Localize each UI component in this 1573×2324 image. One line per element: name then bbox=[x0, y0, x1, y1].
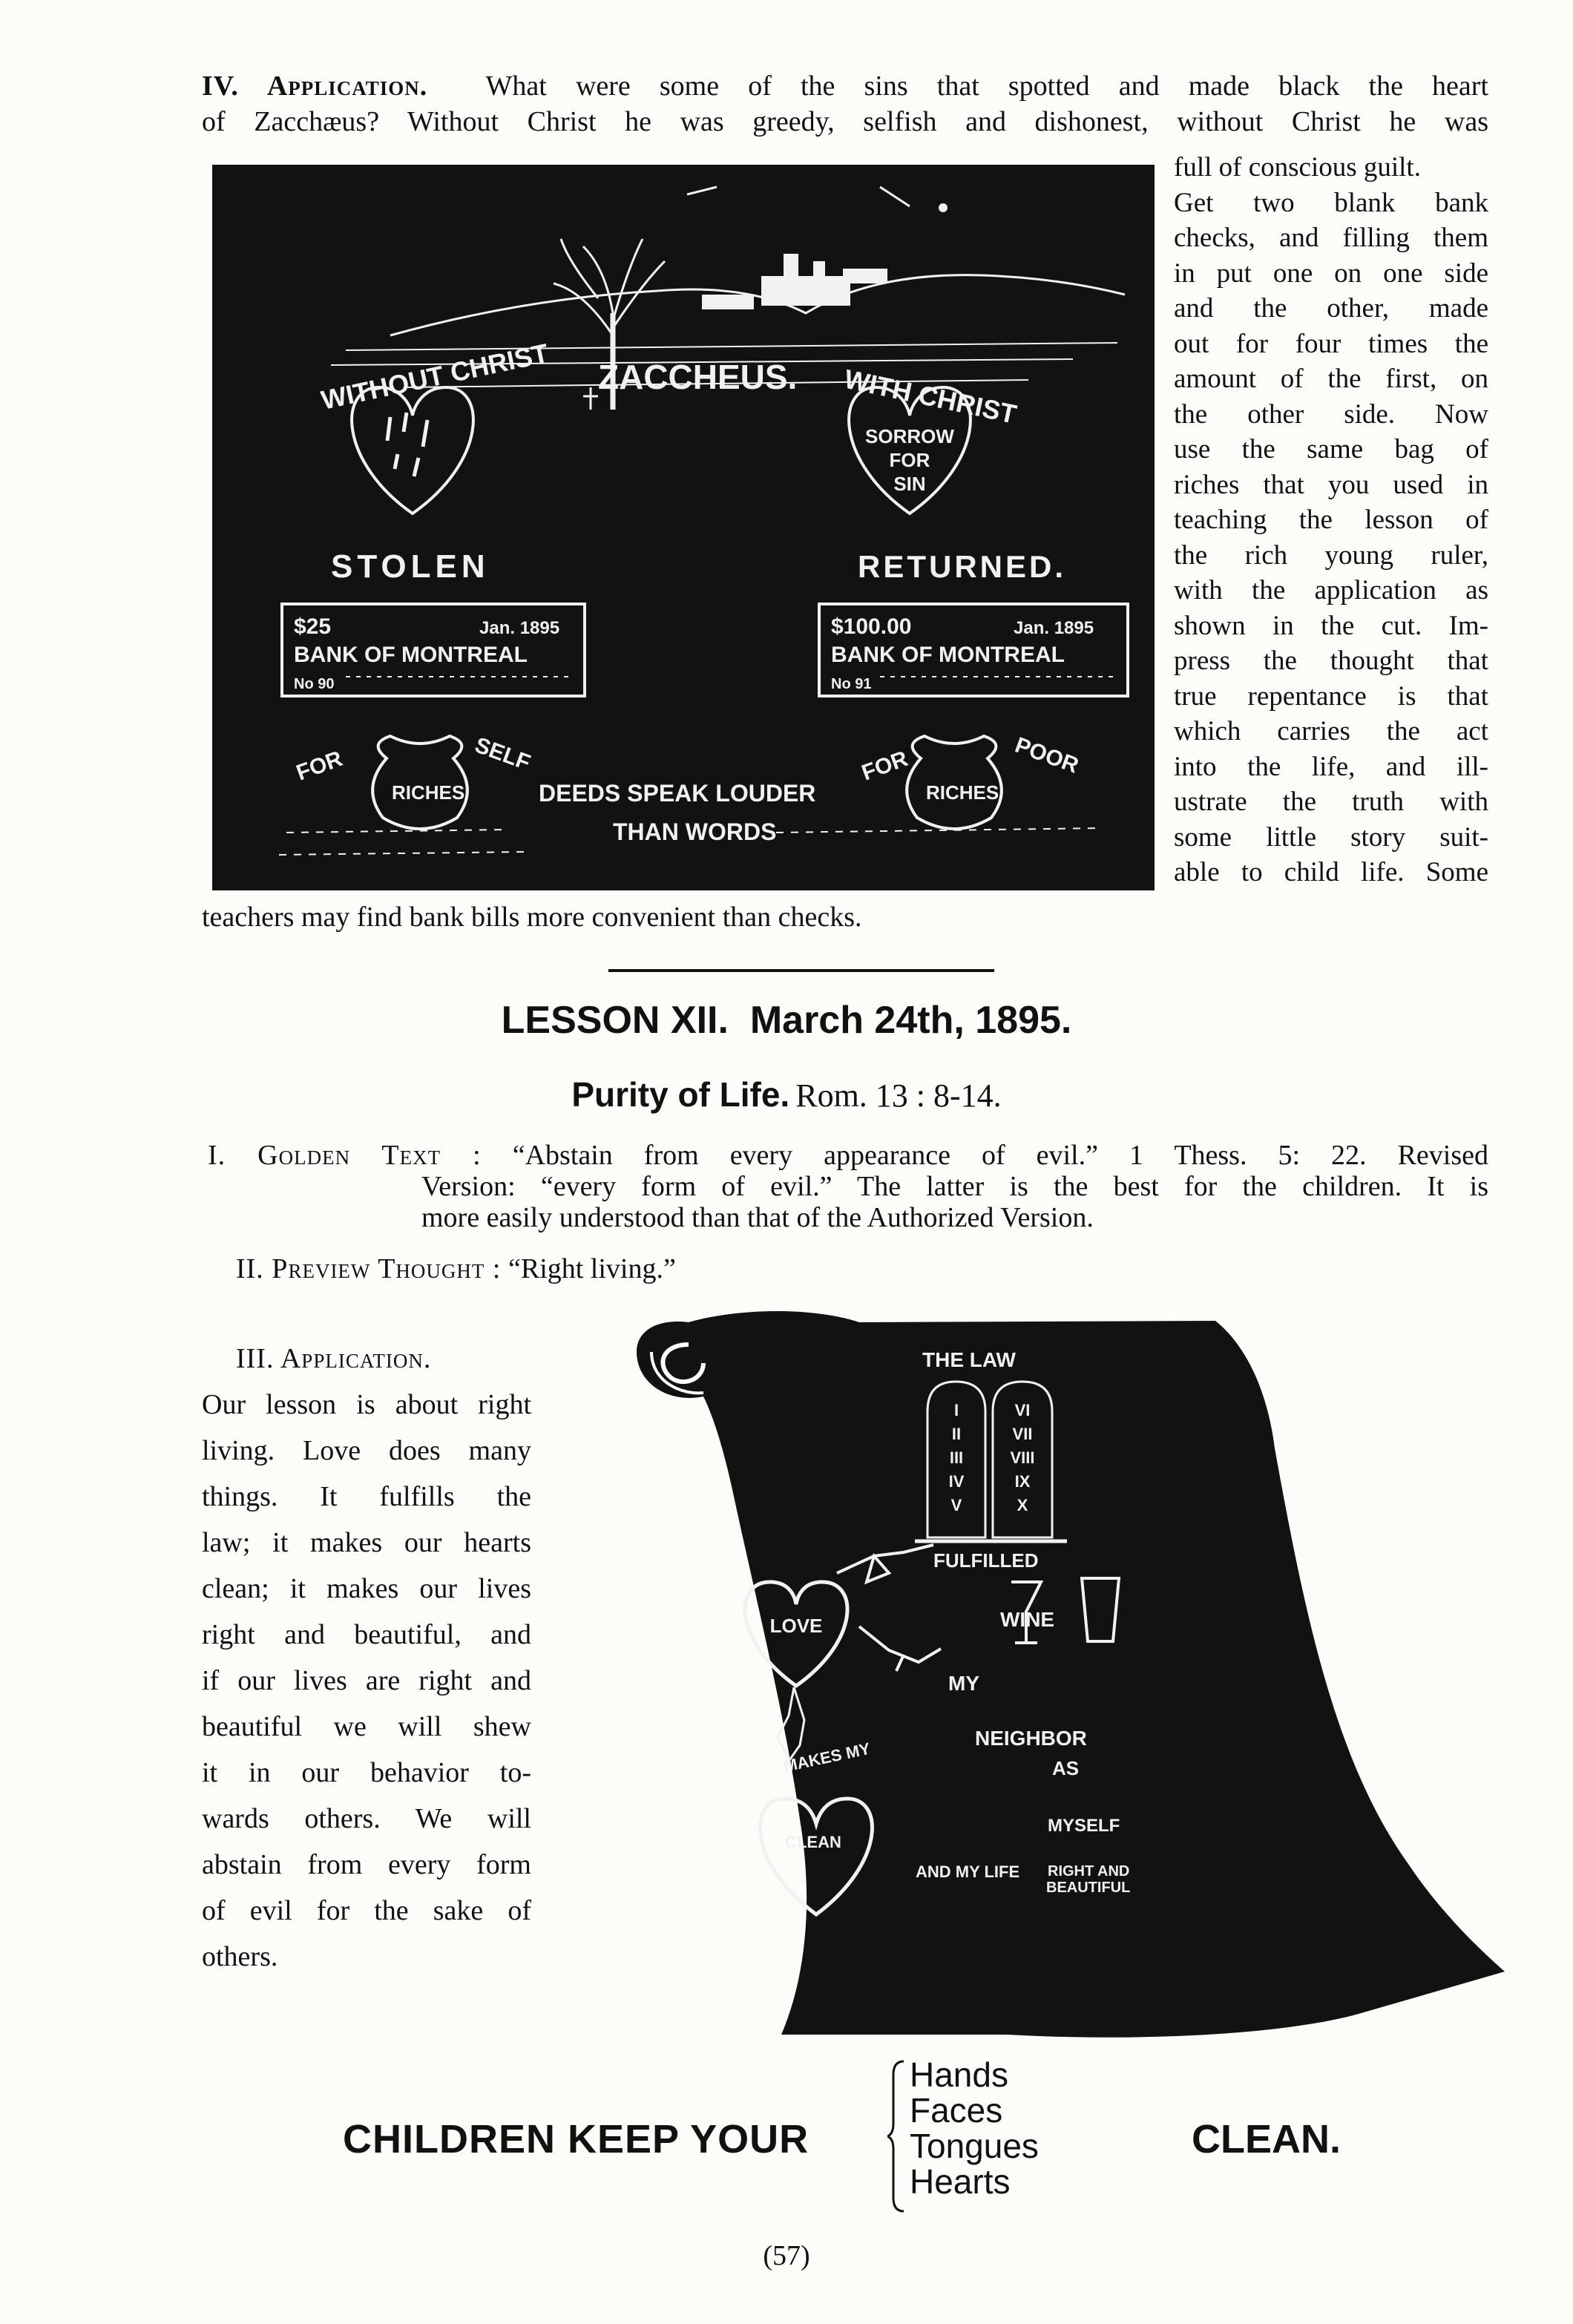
golden-text-block bbox=[208, 1140, 1488, 1233]
rc-line-11: teaching the lesson of bbox=[1174, 505, 1488, 535]
scroll-woodcut-art bbox=[622, 1300, 1521, 2049]
sin-text: SIN bbox=[893, 473, 926, 495]
sorrow-text: SORROW bbox=[865, 425, 954, 447]
golden-text-line-2: Version: “every form of evil.” The latter is the best for the children. It is bbox=[421, 1171, 1488, 1202]
lesson12-application-heading: III. Application. bbox=[236, 1343, 432, 1374]
tablet-numeral-9: IX bbox=[1014, 1472, 1031, 1491]
rc-line-16: true repentance is that bbox=[1174, 680, 1488, 712]
app-line-9: it in our behavior to- bbox=[202, 1757, 531, 1788]
as-label: AS bbox=[1052, 1757, 1080, 1779]
lesson12-date: March 24th, 1895. bbox=[749, 999, 1072, 1042]
tablet-numeral-8: VIII bbox=[1010, 1448, 1035, 1467]
preview-text: “Right living.” bbox=[508, 1253, 676, 1284]
left-bag-for: FOR bbox=[293, 746, 346, 786]
page-number: (57) bbox=[763, 2240, 810, 2271]
tablet-numeral-3: III bbox=[949, 1448, 964, 1467]
left-check-number: No 90 bbox=[294, 676, 335, 692]
neighbor-label: NEIGHBOR bbox=[975, 1727, 1087, 1750]
lesson12-subtitle-line bbox=[0, 1074, 1573, 1115]
right-check-number: No 91 bbox=[831, 676, 872, 692]
rc-line-19: ustrate the truth with bbox=[1174, 787, 1488, 817]
lesson12-reference: Rom. 13 : 8-14. bbox=[795, 1077, 1002, 1114]
footer-item-faces: Faces bbox=[910, 2091, 1003, 2130]
footer-lead: CHILDREN KEEP YOUR bbox=[343, 2117, 810, 2161]
tablet-numeral-4: IV bbox=[948, 1472, 965, 1491]
and-my-life-label: AND MY LIFE bbox=[916, 1862, 1020, 1881]
app-line-4: law; it makes our hearts bbox=[202, 1527, 531, 1558]
footer-item-hands: Hands bbox=[910, 2055, 1008, 2094]
tablet-numeral-5: V bbox=[950, 1496, 962, 1514]
love-label: LOVE bbox=[769, 1615, 823, 1637]
zaccheus-woodcut-art bbox=[212, 165, 1155, 890]
right-bag-label: RICHES bbox=[926, 781, 999, 804]
lesson11-final-line: teachers may find bank bills more convenient than checks. bbox=[202, 902, 862, 933]
left-check-amount: $25 bbox=[294, 614, 332, 639]
footer-items bbox=[910, 2057, 1039, 2199]
lesson11-right-column bbox=[1174, 150, 1488, 890]
app-line-1: Our lesson is about right bbox=[202, 1389, 531, 1420]
app-line-10: wards others. We will bbox=[202, 1803, 531, 1834]
left-heart bbox=[352, 387, 473, 513]
without-christ-arc: WITHOUT CHRIST bbox=[318, 337, 551, 416]
motto-line-1: DEEDS SPEAK LOUDER bbox=[539, 780, 816, 807]
app-line-12: of evil for the sake of bbox=[202, 1895, 531, 1926]
makes-my-label: MAKES MY bbox=[781, 1739, 873, 1776]
right-check-amount: $100.00 bbox=[831, 614, 912, 639]
rc-line-9: use the same bag of bbox=[1174, 434, 1488, 465]
app-line-6: right and beautiful, and bbox=[202, 1619, 531, 1650]
rc-line-13: with the application as bbox=[1174, 575, 1488, 605]
rc-line-4: in put one on one side bbox=[1174, 257, 1488, 289]
my-label: MY bbox=[948, 1672, 979, 1695]
rc-line-8: the other side. Now bbox=[1174, 398, 1488, 430]
myself-label: MYSELF bbox=[1048, 1816, 1120, 1836]
tablet-numeral-1: I bbox=[953, 1401, 959, 1419]
right-bag-who: POOR bbox=[1011, 732, 1082, 778]
rc-line-7: amount of the first, on bbox=[1174, 364, 1488, 394]
the-law-label: THE LAW bbox=[922, 1348, 1016, 1371]
rc-line-3: checks, and filling them bbox=[1174, 223, 1488, 253]
app-line-11: abstain from every form bbox=[202, 1849, 531, 1880]
footer-item-tongues: Tongues bbox=[910, 2127, 1039, 2165]
golden-text-line-1: “Abstain from every appearance of evil.” 1 Thess. 5: 22. Revised bbox=[512, 1140, 1488, 1171]
tablet-numeral-7: VII bbox=[1012, 1425, 1033, 1443]
rc-line-14: shown in the cut. Im- bbox=[1174, 610, 1488, 641]
left-heart-stains bbox=[387, 413, 427, 476]
rc-line-21: able to child life. Some bbox=[1174, 857, 1488, 887]
rc-line-6: out for four times the bbox=[1174, 328, 1488, 359]
with-christ-arc: WITH CHRIST bbox=[841, 363, 1019, 430]
left-bag-label: RICHES bbox=[392, 781, 465, 804]
scroll-woodcut bbox=[622, 1300, 1521, 2049]
footer-item-hearts: Hearts bbox=[910, 2162, 1011, 2201]
left-bag-who: SELF bbox=[471, 732, 533, 775]
golden-text-line-3: more easily understood than that of the Authorized Version. bbox=[421, 1202, 1094, 1233]
app-line-2: living. Love does many bbox=[202, 1435, 531, 1466]
rc-line-15: press the thought that bbox=[1174, 646, 1488, 676]
section-divider bbox=[608, 969, 994, 972]
tablet-numeral-2: II bbox=[951, 1425, 962, 1443]
returned-label: RETURNED. bbox=[858, 549, 1067, 584]
right-bag-for: FOR bbox=[858, 746, 911, 786]
left-check-bank: BANK OF MONTREAL bbox=[294, 643, 528, 667]
app-line-8: beautiful we will shew bbox=[202, 1711, 531, 1742]
beautiful-label: BEAUTIFUL bbox=[1046, 1880, 1131, 1896]
left-check-date: Jan. 1895 bbox=[479, 618, 560, 638]
scroll-shape bbox=[637, 1311, 1505, 2038]
for-text: FOR bbox=[889, 449, 930, 471]
preview-thought bbox=[236, 1251, 1126, 1287]
stolen-label: STOLEN bbox=[331, 548, 490, 585]
lesson12-title: LESSON XII. bbox=[501, 999, 729, 1042]
right-check-date: Jan. 1895 bbox=[1014, 618, 1094, 638]
right-check-bank: BANK OF MONTREAL bbox=[831, 643, 1065, 667]
clean-label: CLEAN bbox=[785, 1833, 841, 1851]
rc-line-5: and the other, made bbox=[1174, 293, 1488, 324]
golden-text-label: I. Golden Text : bbox=[208, 1140, 482, 1171]
app-line-13: others. bbox=[202, 1941, 278, 1972]
rc-line-12: the rich young ruler, bbox=[1174, 539, 1488, 571]
lesson12-subtitle: Purity of Life. bbox=[571, 1075, 790, 1114]
lesson12-application bbox=[202, 1336, 531, 1980]
rc-line-18: into the life, and ill- bbox=[1174, 751, 1488, 782]
tablet-numeral-10: X bbox=[1017, 1496, 1028, 1514]
rc-line-20: some little story suit- bbox=[1174, 821, 1488, 853]
footer-brace bbox=[887, 2060, 905, 2213]
fulfilled-label: FULFILLED bbox=[933, 1549, 1039, 1572]
tablet-numeral-6: VI bbox=[1014, 1401, 1031, 1419]
rc-line-1: full of conscious guilt. bbox=[1174, 152, 1421, 183]
rc-line-10: riches that you used in bbox=[1174, 469, 1488, 500]
zaccheus-woodcut bbox=[212, 165, 1155, 890]
lesson12-title-line bbox=[0, 998, 1573, 1043]
intro-line-1: What were some of the sins that spotted and made black the heart bbox=[485, 70, 1489, 102]
lesson11-application-intro bbox=[202, 68, 1488, 139]
app-line-5: clean; it makes our lives bbox=[202, 1573, 531, 1604]
right-and-label: RIGHT AND bbox=[1048, 1863, 1130, 1880]
footer-tail: CLEAN. bbox=[1192, 2117, 1341, 2161]
intro-line-2: of Zacchæus? Without Christ he was greedy, selfish and dishonest, without Christ he was bbox=[202, 106, 1488, 137]
wine-label: WINE bbox=[1000, 1608, 1055, 1631]
rc-line-2: Get two blank bank bbox=[1174, 187, 1488, 218]
app-line-7: if our lives are right and bbox=[202, 1665, 531, 1696]
application-heading: IV. Application. bbox=[202, 70, 428, 102]
preview-label: II. Preview Thought : bbox=[236, 1253, 502, 1284]
rc-line-17: which carries the act bbox=[1174, 716, 1488, 746]
zaccheus-title: ZACCHEUS. bbox=[598, 358, 798, 396]
motto-line-2: THAN WORDS bbox=[613, 818, 777, 845]
app-line-3: things. It fulfills the bbox=[202, 1481, 531, 1512]
